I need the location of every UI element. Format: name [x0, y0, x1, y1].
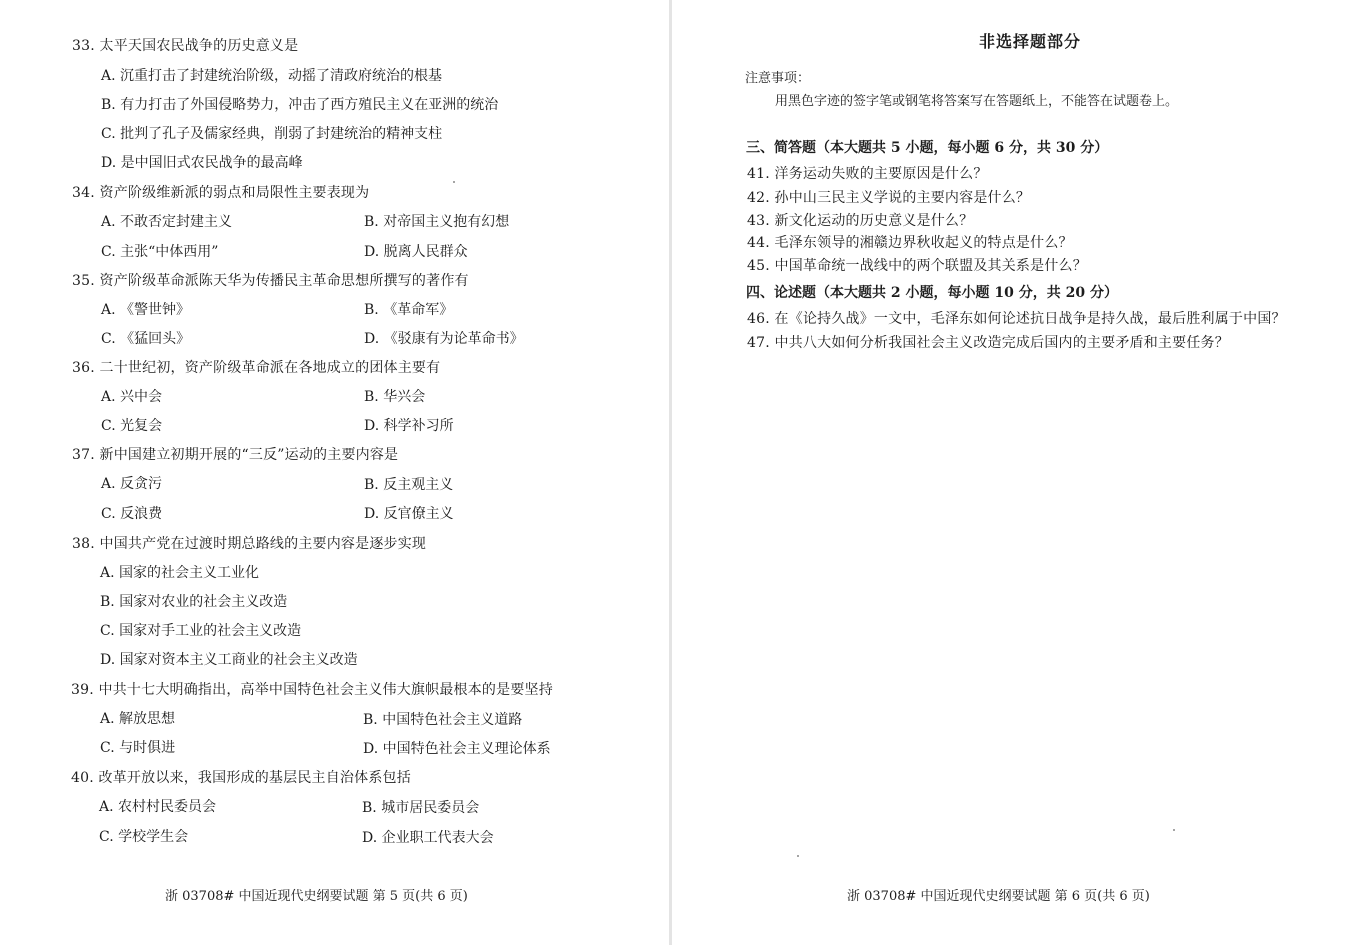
option	[101, 243, 218, 261]
option-text: 城市居民委员会	[381, 800, 480, 816]
option-letter: D.	[363, 741, 379, 757]
option-text: 国家对资本主义工商业的社会主义改造	[119, 652, 358, 668]
option	[364, 476, 453, 494]
option-letter: C.	[101, 418, 116, 434]
option-text: 学校学生会	[118, 829, 189, 845]
option-letter: A.	[100, 565, 115, 581]
option-text: 《驳康有为论革命书》	[383, 331, 524, 347]
question-text: 洋务运动失败的主要原因是什么？	[774, 166, 988, 182]
option-text: 反浪费	[120, 506, 163, 522]
option	[364, 505, 454, 523]
page-footer: 浙 03708# 中国近现代史纲要试题 第 5 页(共 6 页)	[165, 889, 468, 904]
scan-speck	[453, 181, 455, 183]
question-36	[72, 359, 440, 377]
option-letter: B.	[364, 389, 379, 405]
section-heading-short-answer: 三、简答题（本大题共 5 小题，每小题 6 分，共 30 分）	[746, 140, 1109, 156]
option-letter: A.	[101, 214, 116, 230]
question-number: 47.	[747, 335, 770, 351]
question-number: 45.	[747, 258, 770, 274]
option	[101, 388, 162, 406]
option-text: 国家对手工业的社会主义改造	[119, 623, 302, 639]
option-text: 反官僚主义	[383, 506, 454, 522]
option-letter: D.	[362, 830, 378, 846]
option	[101, 96, 498, 114]
option-letter: D.	[364, 331, 380, 347]
question-41	[747, 165, 988, 183]
question-stem: 太平天国农民战争的历史意义是	[99, 38, 299, 54]
option-text: 《革命军》	[383, 302, 454, 318]
option	[101, 417, 162, 435]
option-text: 有力打击了外国侵略势力，冲击了西方殖民主义在亚洲的统治	[120, 97, 499, 113]
option-text: 不敢否定封建主义	[120, 214, 233, 230]
option-letter: C.	[99, 829, 114, 845]
question-number: 39.	[71, 682, 94, 698]
option-text: 是中国旧式农民战争的最高峰	[120, 155, 303, 171]
question-text: 中国革命统一战线中的两个联盟及其关系是什么？	[774, 258, 1087, 274]
option	[363, 740, 551, 758]
option-letter: C.	[101, 331, 116, 347]
option-text: 解放思想	[119, 711, 176, 727]
option-letter: D.	[364, 244, 380, 260]
option	[100, 593, 287, 611]
scan-speck	[1173, 829, 1175, 831]
question-number: 44.	[747, 235, 770, 251]
option	[364, 388, 425, 406]
question-45	[747, 257, 1087, 275]
question-text: 在《论持久战》一文中，毛泽东如何论述抗日战争是持久战，最后胜利属于中国？	[774, 311, 1286, 327]
option-text: 《猛回头》	[120, 331, 191, 347]
question-46	[747, 310, 1286, 328]
question-stem: 中共十七大明确指出，高举中国特色社会主义伟大旗帜最根本的是要坚持	[98, 682, 553, 698]
option	[100, 622, 301, 640]
option-text: 科学补习所	[383, 418, 454, 434]
option-text: 反贪污	[120, 476, 163, 492]
option	[100, 739, 175, 757]
option-letter: B.	[364, 302, 379, 318]
question-number: 38.	[72, 536, 95, 552]
option	[362, 799, 479, 817]
option	[364, 301, 453, 319]
option-text: 脱离人民群众	[383, 244, 468, 260]
question-stem: 资产阶级革命派陈天华为传播民主革命思想所撰写的著作有	[99, 273, 469, 289]
option-text: 光复会	[120, 418, 163, 434]
option-text: 兴中会	[120, 389, 163, 405]
option-letter: A.	[99, 799, 114, 815]
option-text: 《警世钟》	[120, 302, 191, 318]
question-stem: 新中国建立初期开展的“三反”运动的主要内容是	[99, 447, 399, 463]
option	[101, 213, 232, 231]
option-text: 国家对农业的社会主义改造	[119, 594, 288, 610]
option-letter: B.	[362, 800, 377, 816]
notice-label: 注意事项：	[745, 71, 811, 86]
question-47	[747, 334, 1229, 352]
option	[99, 798, 216, 816]
option	[364, 243, 468, 261]
page-footer: 浙 03708# 中国近现代史纲要试题 第 6 页(共 6 页)	[847, 889, 1150, 904]
option	[101, 67, 442, 85]
option	[363, 711, 522, 729]
option-letter: C.	[101, 244, 116, 260]
option-text: 农村村民委员会	[118, 799, 217, 815]
question-number: 34.	[72, 185, 95, 201]
option-letter: B.	[363, 712, 378, 728]
option	[100, 564, 259, 582]
option-text: 华兴会	[383, 389, 426, 405]
question-stem: 中国共产党在过渡时期总路线的主要内容是逐步实现	[99, 536, 427, 552]
option-letter: A.	[101, 476, 116, 492]
option-letter: D.	[364, 506, 380, 522]
question-37	[72, 446, 398, 464]
question-number: 35.	[72, 273, 95, 289]
option	[364, 417, 454, 435]
question-text: 中共八大如何分析我国社会主义改造完成后国内的主要矛盾和主要任务？	[774, 335, 1229, 351]
option	[99, 828, 188, 846]
question-number: 46.	[747, 311, 770, 327]
section-heading-essay: 四、论述题（本大题共 2 小题，每小题 10 分，共 20 分）	[746, 285, 1118, 301]
option-text: 主张“中体西用”	[120, 244, 219, 260]
option-letter: A.	[101, 68, 116, 84]
option-text: 中国特色社会主义道路	[382, 712, 523, 728]
option-text: 沉重打击了封建统治阶级，动摇了清政府统治的根基	[120, 68, 443, 84]
question-38	[72, 535, 426, 553]
question-stem: 二十世纪初，资产阶级革命派在各地成立的团体主要有	[99, 360, 441, 376]
option-letter: D.	[364, 418, 380, 434]
question-34	[72, 184, 369, 202]
option	[101, 330, 190, 348]
option-letter: A.	[101, 389, 116, 405]
question-44	[747, 234, 1073, 252]
question-43	[747, 212, 973, 230]
question-number: 42.	[747, 190, 770, 206]
option-letter: D.	[100, 652, 116, 668]
option	[101, 505, 162, 523]
option-letter: B.	[101, 97, 116, 113]
option-text: 企业职工代表大会	[381, 830, 494, 846]
question-number: 33.	[72, 38, 95, 54]
question-text: 毛泽东领导的湘赣边界秋收起义的特点是什么？	[774, 235, 1073, 251]
option-letter: B.	[100, 594, 115, 610]
option	[364, 213, 509, 231]
question-39	[71, 681, 553, 699]
option-letter: A.	[101, 302, 116, 318]
option-letter: C.	[101, 126, 116, 142]
option	[364, 330, 524, 348]
exam-page-5	[0, 0, 669, 945]
scan-speck	[797, 855, 799, 857]
option	[101, 301, 190, 319]
option-letter: C.	[101, 506, 116, 522]
notice-text: 用黑色字迹的签字笔或钢笔将答案写在答题纸上，不能答在试题卷上。	[775, 94, 1179, 109]
section-title: 非选择题部分	[979, 32, 1082, 51]
option	[101, 475, 162, 493]
option-letter: D.	[101, 155, 117, 171]
option-letter: C.	[100, 623, 115, 639]
question-stem: 资产阶级维新派的弱点和局限性主要表现为	[99, 185, 370, 201]
option-text: 中国特色社会主义理论体系	[382, 741, 551, 757]
option-letter: C.	[100, 740, 115, 756]
option-letter: B.	[364, 477, 379, 493]
question-stem: 改革开放以来，我国形成的基层民主自治体系包括	[98, 770, 411, 786]
option-text: 与时俱进	[119, 740, 176, 756]
question-number: 37.	[72, 447, 95, 463]
question-text: 孙中山三民主义学说的主要内容是什么？	[774, 190, 1031, 206]
question-number: 36.	[72, 360, 95, 376]
option	[101, 125, 442, 143]
option	[100, 651, 358, 669]
question-number: 40.	[71, 770, 94, 786]
question-number: 43.	[747, 213, 770, 229]
question-42	[747, 189, 1030, 207]
exam-page-6	[672, 0, 1345, 945]
option-text: 反主观主义	[383, 477, 454, 493]
question-40	[71, 769, 411, 787]
option-letter: B.	[364, 214, 379, 230]
option-text: 对帝国主义抱有幻想	[383, 214, 510, 230]
option-letter: A.	[100, 711, 115, 727]
question-33	[72, 37, 298, 55]
option	[362, 829, 494, 847]
option-text: 批判了孔子及儒家经典，削弱了封建统治的精神支柱	[120, 126, 443, 142]
option	[100, 710, 175, 728]
question-35	[72, 272, 469, 290]
option-text: 国家的社会主义工业化	[119, 565, 260, 581]
question-number: 41.	[747, 166, 770, 182]
option	[101, 154, 303, 172]
question-text: 新文化运动的历史意义是什么？	[774, 213, 974, 229]
